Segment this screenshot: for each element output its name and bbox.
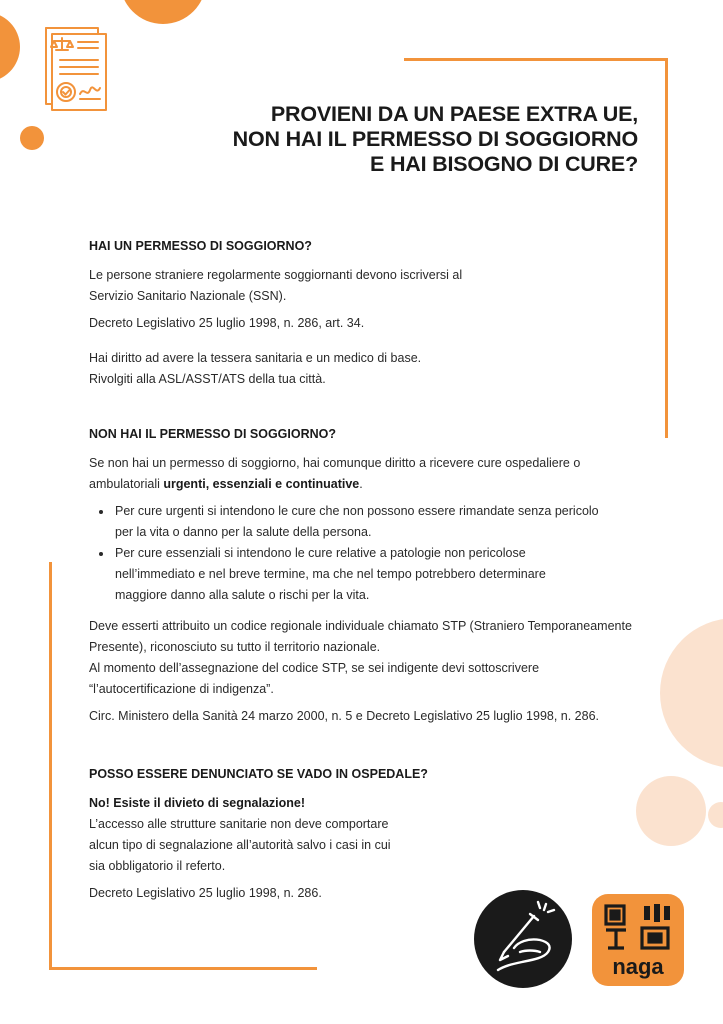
text-line: Deve esserti attribuito un codice regionale individuale chiamato STP (Straniero Temporaneamente — [89, 619, 632, 633]
frame-line-right — [665, 58, 668, 438]
paragraph-no-reporting — [89, 793, 649, 877]
text-line: Hai diritto ad avere la tessera sanitaria e un medico di base. — [89, 351, 422, 365]
legal-reference: Decreto Legislativo 25 luglio 1998, n. 286, art. 34. — [89, 316, 365, 330]
section-with-permit — [89, 236, 649, 396]
decor-circle-big — [660, 618, 723, 768]
frame-line-bottom — [49, 967, 317, 970]
decor-circle-top — [120, 0, 206, 24]
title-line-1: PROVIENI DA UN PAESE EXTRA UE, — [270, 102, 638, 126]
text-line: Le persone straniere regolarmente soggiornanti devono iscriversi al — [89, 268, 463, 282]
legal-reference: Circ. Ministero della Sanità 24 marzo 2000, n. 5 e Decreto Legislativo 25 luglio 1998, n. 286. — [89, 709, 600, 723]
legal-document-icon — [40, 24, 118, 118]
text-span: . — [359, 477, 363, 491]
legal-reference: Decreto Legislativo 25 luglio 1998, n. 286. — [89, 886, 322, 900]
text-span: ambulatoriali — [89, 477, 164, 491]
naga-logo-icon — [592, 894, 684, 986]
text-line: • Per cure essenziali si intendono le cure relative a patologie non pericolose — [115, 546, 526, 560]
section-heading: NON HAI IL PERMESSO DI SOGGIORNO? — [89, 427, 337, 441]
paragraph-rights — [89, 348, 649, 390]
text-line: sia obbligatorio il referto. — [89, 859, 226, 873]
list-item-urgent-care — [113, 501, 649, 543]
title-line-3: E HAI BISOGNO DI CURE? — [370, 152, 638, 176]
text-line: alcun tipo di segnalazione all’autorità salvo i casi in cui — [89, 838, 391, 852]
section-reporting — [89, 764, 649, 910]
title-line-2: NON HAI IL PERMESSO DI SOGGIORNO — [232, 127, 638, 151]
care-definitions-list — [89, 501, 649, 606]
text-line — [89, 474, 649, 495]
text-line: Presente), riconosciuto su tutto il territorio nazionale. — [89, 640, 381, 654]
text-line: Servizio Sanitario Nazionale (SSN). — [89, 289, 287, 303]
list-item-essential-care — [113, 543, 649, 606]
text-line: • Per cure urgenti si intendono le cure che non possono essere rimandate senza pericolo — [115, 504, 599, 518]
section-without-permit — [89, 424, 649, 733]
text-line: L’accesso alle strutture sanitarie non deve comportare — [89, 817, 389, 831]
paragraph-ssn — [89, 265, 649, 307]
paragraph-intro — [89, 453, 649, 495]
decor-circle-tiny — [708, 802, 723, 828]
decor-circle-left — [0, 12, 20, 82]
text-line: Al momento dell’assegnazione del codice STP, se sei indigente devi sottoscrivere — [89, 661, 540, 675]
naga-logo-text: naga — [612, 954, 664, 979]
bold-answer — [89, 793, 649, 814]
section-heading: HAI UN PERMESSO DI SOGGIORNO? — [89, 239, 312, 253]
frame-line-left — [49, 562, 52, 970]
section-heading: POSSO ESSERE DENUNCIATO SE VADO IN OSPEDALE? — [89, 767, 428, 781]
text-line: maggiore danno alla salute o rischi per la vita. — [115, 588, 370, 602]
text-line: Rivolgiti alla ASL/ASST/ATS della tua città. — [89, 372, 326, 386]
text-line: “l’autocertificazione di indigenza”. — [89, 682, 274, 696]
text-line: Se non hai un permesso di soggiorno, hai comunque diritto a ricevere cure ospedaliere o — [89, 456, 581, 470]
decor-circle-small — [20, 126, 44, 150]
paragraph-stp — [89, 616, 649, 700]
text-line: nell’immediato e nel breve termine, ma che nel tempo potrebbero determinare — [115, 567, 546, 581]
pen-hand-logo-icon — [474, 890, 572, 988]
bold-text: No! Esiste il divieto di segnalazione! — [89, 796, 306, 810]
page-title — [210, 102, 638, 177]
bold-care-types: urgenti, essenziali e continuative — [163, 477, 360, 491]
frame-line-top — [404, 58, 668, 61]
text-line: per la vita o danno per la salute della persona. — [115, 525, 372, 539]
